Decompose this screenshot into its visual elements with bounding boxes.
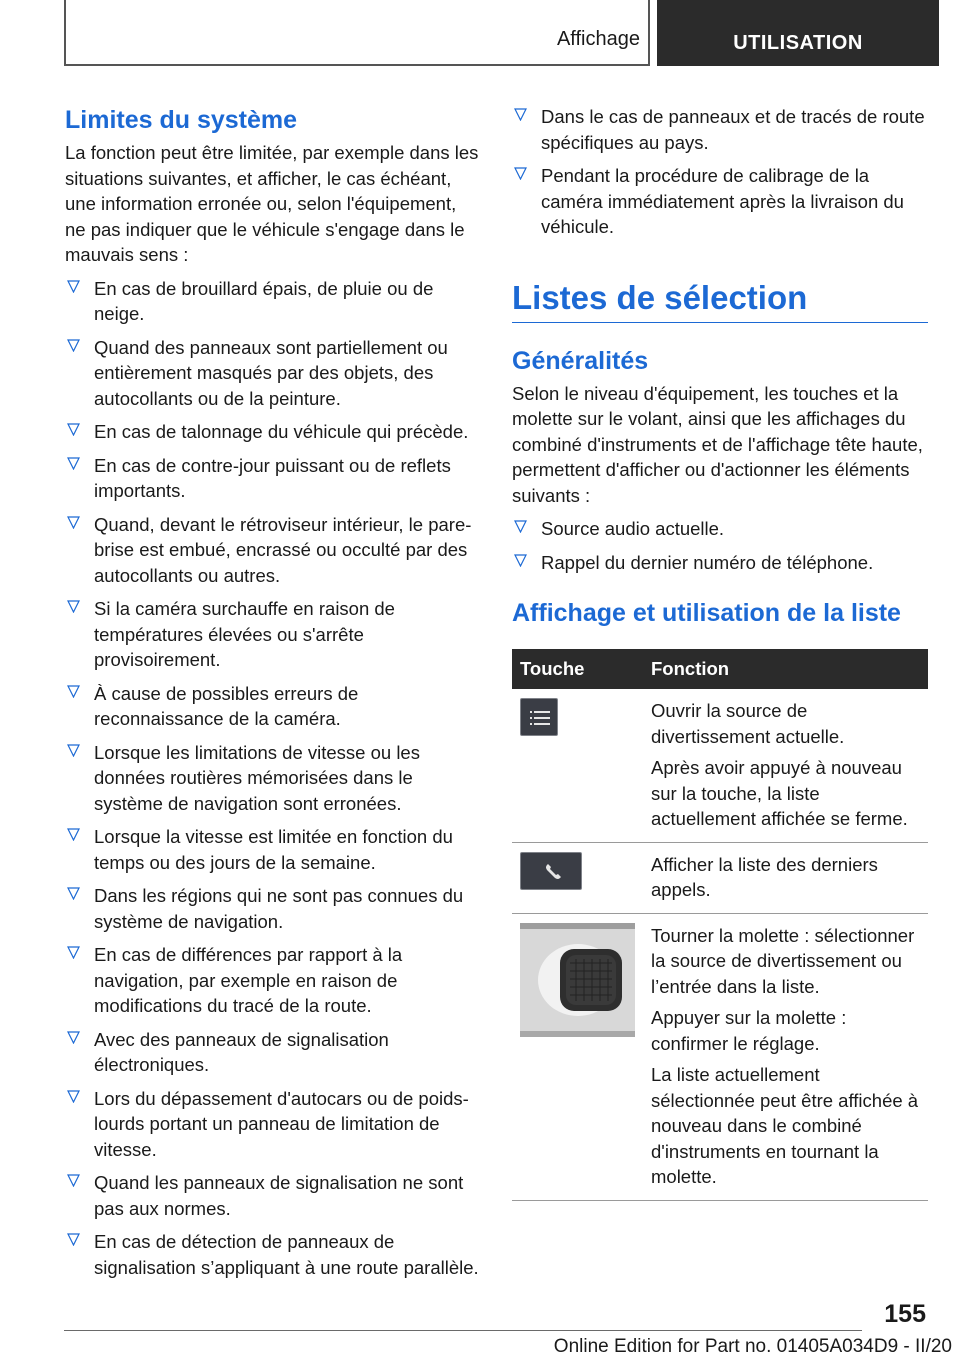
limits-intro: La fonction peut être limitée, par exemple dans les situations suivantes, et afficher, le cas échéant, une information erronée ou, selon l'équipement, ne pas indiquer que le véhicule s'engage dans le mauvais sens : bbox=[65, 142, 479, 265]
list-item bbox=[65, 596, 480, 673]
function-text: Appuyer sur la molette : confirmer le réglage. bbox=[651, 1007, 847, 1054]
list-item bbox=[65, 512, 480, 589]
limits-list bbox=[65, 276, 480, 1281]
left-column bbox=[65, 104, 480, 1280]
list-item-text: Lorsque les limitations de vitesse ou les données routières mémorisées dans le système de navigation sont erronées. bbox=[94, 741, 420, 814]
list-item bbox=[65, 276, 480, 327]
list-item bbox=[65, 1229, 480, 1280]
table-row bbox=[512, 913, 928, 1200]
list-item bbox=[65, 740, 480, 817]
function-text: La liste actuellement sélectionnée peut être affichée à nouveau dans le combiné d'instruments en tournant la molette. bbox=[651, 1064, 919, 1187]
heading-list-display: Affichage et utilisation de la liste bbox=[512, 599, 901, 627]
list-item bbox=[512, 516, 928, 542]
list-item bbox=[65, 883, 480, 934]
list-item-text: Avec des panneaux de signalisation électroniques. bbox=[94, 1028, 389, 1075]
list-item-text: En cas de détection de panneaux de signalisation s’appliquant à une route parallèle. bbox=[94, 1231, 479, 1278]
table-row bbox=[512, 842, 928, 913]
list-item-text: Lorsque la vitesse est limitée en fonction du temps ou des jours de la semaine. bbox=[94, 826, 453, 873]
list-item-text: Source audio actuelle. bbox=[541, 518, 725, 539]
header-section-title: Affichage bbox=[556, 28, 640, 50]
list-item-text: Quand les panneaux de signalisation ne sont pas aux normes. bbox=[94, 1172, 464, 1219]
right-column bbox=[512, 104, 928, 1201]
triangle-bullet-icon bbox=[67, 1031, 80, 1044]
list-item-text: En cas de différences par rapport à la navigation, par exemple en raison de modifications du tracé de la route. bbox=[94, 944, 403, 1016]
table-header-row bbox=[512, 649, 928, 689]
function-text: Tourner la molette : sélectionner la source de divertissement ou l’entrée dans la liste. bbox=[651, 924, 915, 997]
general-list bbox=[512, 516, 928, 575]
list-icon bbox=[520, 698, 558, 736]
list-item-text: Dans les régions qui ne sont pas connues du système de navigation. bbox=[94, 885, 464, 932]
triangle-bullet-icon bbox=[67, 946, 80, 959]
function-text: Ouvrir la source de divertissement actuelle. bbox=[651, 700, 845, 747]
list-item-text: À cause de possibles erreurs de reconnaissance de la caméra. bbox=[94, 682, 359, 729]
triangle-bullet-icon bbox=[514, 167, 527, 180]
triangle-bullet-icon bbox=[514, 520, 527, 533]
table-header-function: Fonction bbox=[643, 649, 928, 689]
table-row bbox=[512, 689, 928, 842]
list-item-text: En cas de contre-jour puissant ou de reflets importants. bbox=[94, 454, 451, 501]
triangle-bullet-icon bbox=[67, 280, 80, 293]
list-item-text: Quand des panneaux sont partiellement ou entièrement masqués par des objets, des autocollants ou de la peinture. bbox=[94, 336, 448, 409]
list-item bbox=[65, 1170, 480, 1221]
list-item bbox=[65, 1086, 480, 1163]
list-item-text: Quand, devant le rétroviseur intérieur, le pare-brise est embué, encrassé ou occulté par des autocollants ou autres. bbox=[94, 513, 472, 586]
list-item bbox=[512, 104, 928, 155]
triangle-bullet-icon bbox=[67, 339, 80, 352]
limits-list-continued bbox=[512, 104, 928, 240]
list-item-text: En cas de talonnage du véhicule qui précède. bbox=[94, 421, 469, 442]
phone-icon bbox=[520, 852, 582, 890]
thumbwheel-image bbox=[520, 923, 635, 1037]
heading-rule bbox=[512, 322, 928, 323]
triangle-bullet-icon bbox=[67, 516, 80, 529]
list-item bbox=[65, 335, 480, 412]
triangle-bullet-icon bbox=[67, 744, 80, 757]
list-item bbox=[512, 550, 928, 576]
list-item-text: Rappel du dernier numéro de téléphone. bbox=[541, 551, 874, 573]
heading-general: Généralités bbox=[512, 346, 649, 375]
list-item bbox=[65, 942, 480, 1019]
list-item-text: Pendant la procédure de calibrage de la caméra immédiatement après la livraison du véhicule. bbox=[541, 165, 904, 237]
list-item bbox=[65, 681, 480, 732]
list-item-text: Si la caméra surchauffe en raison de températures élevées ou s'arrête provisoirement. bbox=[94, 598, 395, 670]
list-item-text: Dans le cas de panneaux et de tracés de route spécifiques au pays. bbox=[541, 106, 925, 153]
heading-system-limits: Limites du système bbox=[65, 106, 298, 134]
triangle-bullet-icon bbox=[67, 600, 80, 613]
triangle-bullet-icon bbox=[67, 685, 80, 698]
list-item bbox=[65, 419, 480, 445]
general-text: Selon le niveau d'équipement, les touches et la molette sur le volant, ainsi que les affichages du combiné d'instruments et de l'affichage tête haute, permettent d'afficher ou d'actionner les éléments suivants : bbox=[512, 382, 923, 506]
list-item bbox=[65, 824, 480, 875]
triangle-bullet-icon bbox=[514, 108, 527, 121]
footer-rule bbox=[64, 1330, 862, 1331]
triangle-bullet-icon bbox=[514, 554, 527, 567]
triangle-bullet-icon bbox=[67, 1233, 80, 1246]
function-table bbox=[512, 649, 928, 1201]
triangle-bullet-icon bbox=[67, 457, 80, 470]
triangle-bullet-icon bbox=[67, 828, 80, 841]
triangle-bullet-icon bbox=[67, 887, 80, 900]
table-header-key: Touche bbox=[512, 649, 643, 689]
triangle-bullet-icon bbox=[67, 423, 80, 436]
triangle-bullet-icon bbox=[67, 1090, 80, 1103]
header-chapter-tab: UTILISATION bbox=[657, 0, 939, 66]
heading-selection-lists: Listes de sélection bbox=[512, 278, 808, 316]
list-item-text: En cas de brouillard épais, de pluie ou de neige. bbox=[94, 277, 434, 324]
page-number: 155 bbox=[884, 1300, 926, 1328]
triangle-bullet-icon bbox=[67, 1174, 80, 1187]
list-item bbox=[65, 453, 480, 504]
list-item bbox=[512, 163, 928, 240]
footer-edition: Online Edition for Part no. 01405A034D9 - II/20 bbox=[553, 1336, 952, 1357]
function-text: Après avoir appuyé à nouveau sur la touche, la liste actuellement affichée se ferme. bbox=[651, 757, 908, 829]
list-item bbox=[65, 1027, 480, 1078]
list-item-text: Lors du dépassement d'autocars ou de poids-lourds portant un panneau de limitation de vitesse. bbox=[94, 1087, 469, 1160]
function-text: Afficher la liste des derniers appels. bbox=[651, 853, 878, 900]
